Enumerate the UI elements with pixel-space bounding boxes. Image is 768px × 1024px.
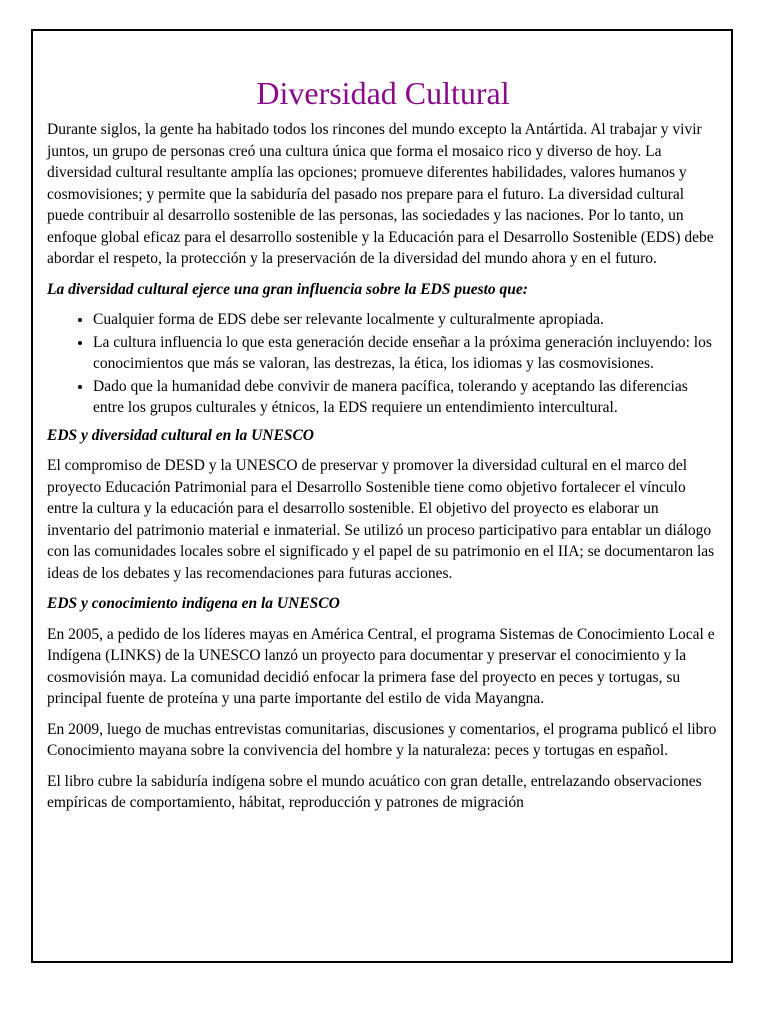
indigenous-paragraph-2: En 2009, luego de muchas entrevistas comunitarias, discusiones y comentarios, el programa publicó el libro Conocimiento mayana sobre la convivencia del hombre y la naturaleza: peces y tortugas en español. bbox=[47, 720, 717, 759]
document-content bbox=[47, 71, 719, 823]
unesco-paragraph: El compromiso de DESD y la UNESCO de preservar y promover la diversidad cultural en el marco del proyecto Educación Patrimonial para el Desarrollo Sostenible tiene como objetivo fortalecer el vínculo entre la cultura y la educación para el desarrollo sostenible. El objetivo del proyecto es elaborar un inventario del patrimonio material e inmaterial. Se utilizó un proceso participativo para entablar un diálogo con las comunidades locales sobre el significado y el papel de su patrimonio en el IIA; se documentaron las ideas de los debates y las recomendaciones para futuras acciones. bbox=[47, 457, 715, 582]
unesco-heading: EDS y diversidad cultural en la UNESCO bbox=[47, 426, 314, 444]
indigenous-paragraph-1: En 2005, a pedido de los líderes mayas en América Central, el programa Sistemas de Conocimiento Local e Indígena (LINKS) de la UNESCO lanzó un proyecto para documentar y preservar el conocimiento y la cosmovisión maya. La comunidad decidió enfocar la primera fase del proyecto en peces y tortugas, su principal fuente de proteína y una parte importante del estilo de vida Mayangna. bbox=[47, 625, 715, 707]
influence-bullet-list bbox=[47, 309, 719, 419]
bullet-item: • La cultura influencia lo que esta generación decide enseñar a la próxima generación incluyendo: los conocimientos que más se valoran, las destrezas, la ética, los idiomas y las cosmovisiones. bbox=[93, 332, 719, 375]
influence-heading: La diversidad cultural ejerce una gran influencia sobre la EDS puesto que: bbox=[47, 280, 528, 298]
bullet-item: • Dado que la humanidad debe convivir de manera pacífica, tolerando y aceptando las diferencias entre los grupos culturales y étnicos, la EDS requiere un entendimiento intercultural. bbox=[93, 376, 719, 419]
bullet-item: • Cualquier forma de EDS debe ser relevante localmente y culturalmente apropiada. bbox=[93, 309, 719, 331]
indigenous-heading: EDS y conocimiento indígena en la UNESCO bbox=[47, 595, 340, 612]
indigenous-paragraph-3: El libro cubre la sabiduría indígena sobre el mundo acuático con gran detalle, entrelazando observaciones empíricas de comportamiento, hábitat, reproducción y patrones de migración bbox=[47, 772, 702, 811]
document-page bbox=[31, 29, 733, 963]
intro-paragraph: Durante siglos, la gente ha habitado todos los rincones del mundo excepto la Antártida. Al trabajar y vivir juntos, un grupo de personas creó una cultura única que forma el mosaico rico y diverso de hoy. La diversidad cultural resultante amplía las opciones; promueve diferentes habilidades, valores humanos y cosmovisiones; y permite que la sabiduría del pasado nos prepare para el futuro. La diversidad cultural puede contribuir al desarrollo sostenible de las personas, las sociedades y las naciones. Por lo tanto, un enfoque global eficaz para el desarrollo sostenible y la Educación para el Desarrollo Sostenible (EDS) debe abordar el respeto, la protección y la preservación de la diversidad del mundo ahora y en el futuro. bbox=[47, 121, 714, 267]
page-title: Diversidad Cultural bbox=[256, 75, 510, 111]
